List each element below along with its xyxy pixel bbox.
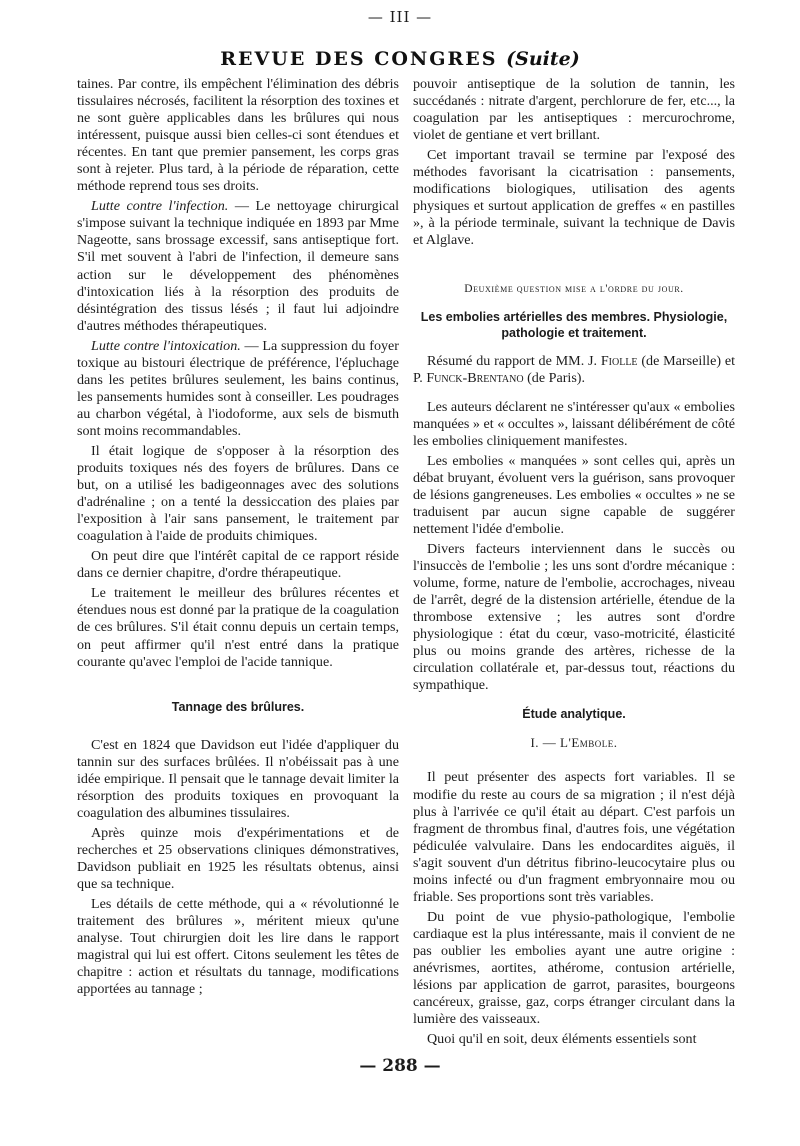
section-folio: — III —: [367, 8, 433, 26]
running-title-suffix: (Suite): [506, 48, 580, 70]
paragraph: Le traitement le meilleur des brûlures récentes et étendues nous est donné par la pratique de la coagulation de ces brûlures. S'il était connu depuis un certain temps, on peut affirmer qu'il n'est entré dans la pratique courante qu'avec l'emploi de l'acide tannique.: [77, 585, 399, 670]
running-title: [0, 48, 800, 70]
paragraph: Il était logique de s'opposer à la résorption des produits toxiques nés des foyers de brûlures. Dans ce but, on a utilisé les badigeonnages avec des solutions d'adrénaline ; on a tenté la dessiccation des plaies par l'exposition à l'air sans pansement, le traitement par coagulation à l'aide de produits chimiques.: [77, 442, 399, 545]
author-name: Funck-Brentano: [426, 369, 524, 386]
paragraph: Les embolies « manquées » sont celles qui, après un débat bruyant, évoluent vers la guérison, sans provoquer de lésions gangreneuses. Les embolies « occultes » ne se traduisent par aucun signe capable de suggérer nettement l'idée d'embolie.: [413, 452, 735, 537]
paragraph: Divers facteurs interviennent dans le succès ou l'insuccès de l'embolie ; les uns sont d'ordre mécanique : volume, forme, nature de l'embolie, accrochages, niveau de l'arrêt, degré de la distension artérielle, étendue de la thrombose extensive ; les autres sont d'ordre physiologique : état du cœur, vaso-motricité, élasticité plus ou moins grande des artères, richesse de la circulation collatérale et, par-dessus tout, réactions du sympathique.: [413, 540, 735, 694]
paragraph: Du point de vue physio-pathologique, l'embolie cardiaque est la plus intéressante, mais il convient de ne pas oublier les embolies ayant une autre origine : anévrismes, aortites, athérome, contusion artérielle, lésions par application de garrot, parasites, bourgeons cancéreux, graisse, gaz, corps étranger circulant dans la lumière des vaisseaux.: [413, 908, 735, 1028]
page-number: — 288 —: [359, 1056, 441, 1076]
summary-text: (de Marseille) et P.: [413, 352, 735, 386]
run-in-heading: Lutte contre l'infection.: [91, 198, 229, 215]
paragraph: [77, 338, 399, 440]
paragraph: Il peut présenter des aspects fort variables. Il se modifie du reste au cours de sa migration ; il n'est déjà plus à l'arrivée ce qu'il était au départ. C'est parfois un fragment de thrombus final, d'autres fois, une végétation pédiculée valvulaire. Dans les endocardites aiguës, il s'agit souvent d'un détritus fibrino-leucocytaire plus ou moins infecté ou d'un fragment embryonnaire mou ou friable. Ses proportions sont très variables.: [413, 769, 735, 905]
paragraph: Après quinze mois d'expérimentations et de recherches et 25 observations cliniques démonstratives, Davidson publiait en 1925 les résultats obtenus, ainsi que sa technique.: [77, 824, 399, 892]
paragraph: Les auteurs déclarent ne s'intéresser qu'aux « embolies manquées » et « occultes », laissant délibérément de côté les embolies cliniquement manifestes.: [413, 398, 735, 449]
paragraph-text: — La suppression du foyer toxique au bistouri électrique de préférence, l'épluchage dans les petites brûlures seulement, les bains continus, les pansements humides sont à conseiller. Les poudrages au charbon végétal, à l'iodoforme, aux sels de bismuth sont moins recommandables.: [77, 337, 399, 439]
running-title-main: REVUE DES CONGRES: [220, 48, 498, 70]
section-heading: Étude analytique.: [522, 707, 626, 722]
section-heading: Tannage des brûlures.: [171, 699, 305, 714]
subsection-heading: I. — L'Embole.: [530, 735, 618, 751]
paragraph: Les détails de cette méthode, qui a « révolutionné le traitement des brûlures », méritent mieux qu'une analyse. Tout chirurgien doit les lire dans le rapport magistral qui lui est offert. Citons seulement les têtes de chapitre : action et résultats du tannage, modifications apportées au tannage ;: [77, 896, 399, 998]
article-title: Les embolies artérielles des membres. Physiologie, pathologie et traitement.: [420, 309, 728, 340]
paragraph: C'est en 1824 que Davidson eut l'idée d'appliquer du tannin sur des surfaces brûlées. Il n'obéissait pas à une idée empirique. Il pensait que le tannage devait limiter la résorption des produits toxiques en provoquant la coagulation des albumines tissulaires.: [77, 736, 399, 821]
summary-text: (de Paris).: [523, 369, 586, 386]
paragraph: Quoi qu'il en soit, deux éléments essentiels sont: [427, 1031, 697, 1048]
paragraph: On peut dire que l'intérêt capital de ce rapport réside dans ce dernier chapitre, d'ordre thérapeutique.: [77, 548, 399, 582]
right-column: [413, 76, 735, 1051]
summary-text: Résumé du rapport de MM. J.: [427, 352, 601, 369]
paragraph: Cet important travail se termine par l'exposé des méthodes favorisant la cicatrisation : pansements, modifications biologiques, utilisation des agents physiques et surtout application de greffes « en pastilles », à la période terminale, suivant la technique de Davis et Alglave.: [413, 147, 735, 249]
report-summary-line: [413, 353, 735, 387]
left-column: [77, 76, 399, 1001]
question-heading: Deuxième question mise a l'ordre du jour.: [464, 283, 684, 296]
paragraph-text: — Le nettoyage chirurgical s'impose suivant la technique indiquée en 1893 par Mme Nageotte, sans brossage excessif, sans antiseptique fort. S'il met souvent à l'abri de l'infection, il demeure sans action sur le développement des phénomènes d'intoxication liés à la résorption des produits de désintégration des tissus lésés ; il faut lui adjoindre d'autres méthodes thérapeutiques.: [77, 198, 399, 334]
paragraph: [77, 198, 399, 334]
run-in-heading: Lutte contre l'intoxication.: [91, 337, 241, 354]
author-name: Fiolle: [600, 352, 638, 369]
paragraph: taines. Par contre, ils empêchent l'élimination des débris tissulaires nécrosés, facilitent la résorption des toxines et ne sont guère applicables dans les brûlures qui nous intéressent, puisque aussi bien celles-ci sont étendues et récentes. En tant que premier pansement, les corps gras sont à rejeter. Plus tard, à la période de réparation, cette méthode reprend tous ses droits.: [77, 76, 399, 195]
paragraph: pouvoir antiseptique de la solution de tannin, les succédanés : nitrate d'argent, perchlorure de fer, etc..., la coagulation par les antiseptiques : mercurochrome, violet de gentiane et vert brillant.: [413, 76, 735, 144]
